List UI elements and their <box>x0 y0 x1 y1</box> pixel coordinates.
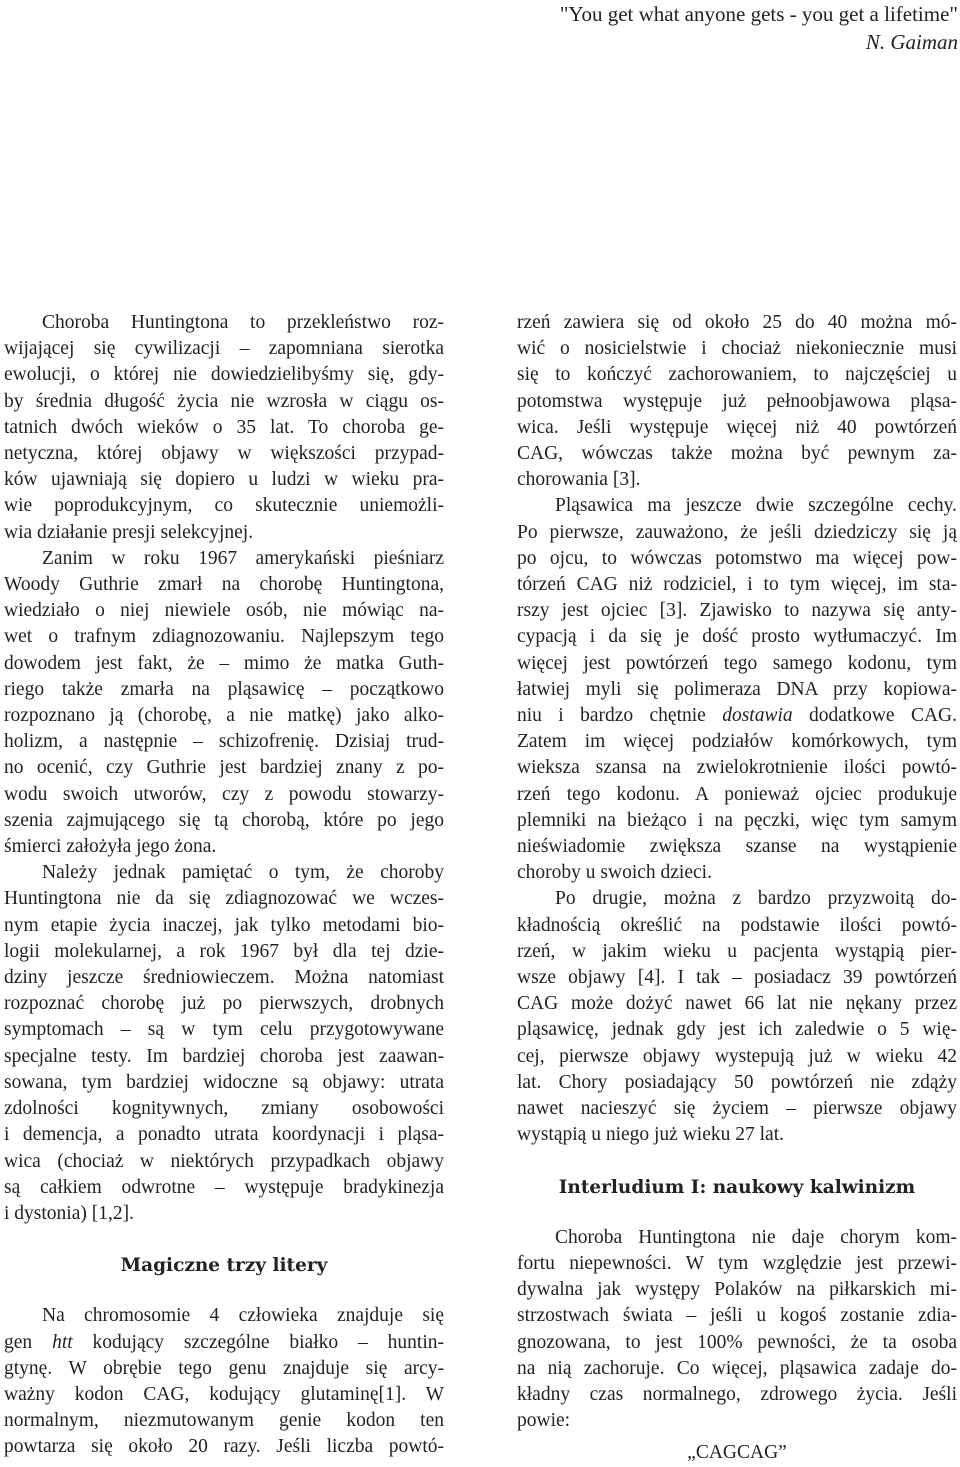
paragraph-anticipation <box>517 493 957 886</box>
text-line: Pląsawica ma jeszcze dwie szczególne cechy. <box>555 495 957 517</box>
text-line: wić o nosicielstwie i chociaż niekoniecznie musi <box>517 338 957 360</box>
text-line: choroby u swoich dzieci. <box>517 862 712 884</box>
text-line: wica. Jeśli występuje więcej niż 40 powtórzeń <box>517 416 957 438</box>
right-column <box>517 310 957 1467</box>
spacer <box>517 1149 957 1175</box>
text-line: Należy jednak pamiętać o tym, że choroby <box>42 862 444 884</box>
text-line: wsze objawy [4]. I tak – posiadacz 39 powtórzeń <box>517 967 957 989</box>
section-heading: Magiczne trzy litery <box>120 1255 328 1277</box>
text-line: więcej jest powtórzeń tego samego kodonu, tym <box>517 652 957 674</box>
text-line: rozpoznać chorobę już po pierwszych, drobnych <box>4 993 444 1015</box>
text-line: kładny czas normalnego, zdrowego życia. Jeśli <box>517 1383 957 1405</box>
text-line: Woody Guthrie zmarł na chorobę Huntingtona, <box>4 574 444 596</box>
text-line: gnozowana, to jest 100% pewności, że ta osoba <box>517 1331 957 1353</box>
epigraph-author: N. Gaiman <box>865 30 958 54</box>
text-line: wie poprodukcyjnym, co skutecznie uniemożli- <box>4 495 444 517</box>
text-line: rzeń, w jakim wieku u pacjenta wystąpią pier- <box>517 940 957 962</box>
text-line: rozpoznano ją (chorobę, a nie matkę) jako alko- <box>4 705 444 727</box>
text-line: wodu swoich utworów, czy z powodu stowarzy- <box>4 783 444 805</box>
text-line: wiedziało o niej niewiele osób, nie mówiąc na- <box>4 600 444 622</box>
paragraph-chromosome <box>4 1303 444 1460</box>
text-line: dywalna jak występy Polaków na piłkarskich mi- <box>517 1279 957 1301</box>
text-line: się to kończyć zachorowaniem, to najczęściej u <box>517 364 957 386</box>
text-line: ewolucji, o której nie dowiedzielibyśmy się, gdy- <box>4 364 444 386</box>
text-line: fortu niepewności. W tym względzie jest przewi- <box>517 1252 957 1274</box>
text-line: na nią zachoruje. Co więcej, pląsawica zadaje do- <box>517 1357 957 1379</box>
text-line: netyczna, której objawy w większości przypad- <box>4 443 444 465</box>
text-segment: kodujący szczególne białko – huntin- <box>72 1331 444 1353</box>
text-line: wica (chociaż w niektórych przypadkach objawy <box>4 1150 444 1172</box>
text-line: ważny kodon CAG, kodujący glutaminę[1]. W <box>4 1383 444 1405</box>
text-line: ków ujawniają się dopiero u ludzi w wieku pra- <box>4 469 444 491</box>
text-line: pląsawicę, jednak gdy jest ich zaledwie o 5 wię- <box>517 1019 957 1041</box>
text-line: Po pierwsze, zauważono, że jeśli dziedziczy się ją <box>517 521 957 543</box>
text-line: plemniki na bieżąco i na pęczki, więc tym samym <box>517 809 957 831</box>
text-line: po ojcu, to wówczas potomstwo ma więcej pow- <box>517 547 957 569</box>
text-line: Choroba Huntingtona nie daje chorym kom- <box>555 1226 957 1248</box>
text-line: wystąpią u niego już wieku 27 lat. <box>517 1124 784 1146</box>
quote-line: „CAGCAG” <box>687 1442 787 1464</box>
text-line: Na chromosomie 4 człowieka znajduje się <box>42 1305 444 1327</box>
paragraph-calvinism <box>517 1225 957 1435</box>
text-line: potomstwa występuje już pełnoobjawowa pląsa- <box>517 390 957 412</box>
text-segment: gen <box>4 1331 53 1353</box>
paragraph-intro <box>4 310 444 546</box>
text-line: CAG może dożyć nawet 66 lat nie nękany przez <box>517 993 957 1015</box>
text-line: są całkiem odwrotne – występuje bradykinezja <box>4 1176 444 1198</box>
text-line: specjalne testy. Im bardziej choroba jest zaawan- <box>4 1045 444 1067</box>
text-line: wia działanie presji selekcyjnej. <box>4 521 254 543</box>
text-line: śmierci założyła jego żona. <box>4 836 217 858</box>
text-line: szenia zajmującego się tą chorobą, które po jego <box>4 809 444 831</box>
text-line: zdolności kognitywnych, zmiany osobowości <box>4 1098 444 1120</box>
text-line: tatnich dwóch wieków o 35 lat. To choroba ge- <box>4 416 444 438</box>
text-line: Po drugie, można z bardzo przyzwoitą do- <box>555 888 957 910</box>
text-line <box>4 1330 444 1356</box>
text-line: powie: <box>517 1410 571 1432</box>
text-line: gtynę. W obrębie tego genu znajduje się arcy- <box>4 1357 444 1379</box>
section-heading: Interludium I: naukowy kalwinizm <box>558 1176 916 1198</box>
text-line: tórzeń CAG niż rodziciel, i to tym więcej, im sta- <box>517 574 957 596</box>
text-line: CAG, wówczas także można być pewnym za- <box>517 443 957 465</box>
text-line: logii molekularnej, a rok 1967 był dla tej dzie- <box>4 940 444 962</box>
gene-name: htt <box>52 1331 73 1353</box>
text-line: no ocenić, czy Guthrie jest bardziej znany z po- <box>4 757 444 779</box>
text-line: nawet nacieszyć się życiem – pierwsze objawy <box>517 1098 957 1120</box>
text-line: normalnym, niezmutowanym genie kodon ten <box>4 1410 444 1432</box>
spacer <box>4 1279 444 1303</box>
text-line: i demencja, a ponadto utrata koordynacji i pląsa- <box>4 1124 444 1146</box>
text-line: by średnia długość życia nie wzrosła w ciągu os- <box>4 390 444 412</box>
text-line: i dystonia) [1,2]. <box>4 1202 134 1224</box>
text-line: chorowania [3]. <box>517 469 641 491</box>
left-column <box>4 310 444 1461</box>
emphasis: dostawia <box>722 705 793 727</box>
text-line: Choroba Huntingtona to przekleństwo roz- <box>42 312 444 333</box>
paragraph-onset-age <box>517 886 957 1148</box>
text-line: cypacją i da się je dość prosto wytłumaczyć. Im <box>517 626 957 648</box>
paragraph-diagnosis <box>4 860 444 1227</box>
text-line: nym etapie życia inaczej, jak tylko metodami bio- <box>4 914 444 936</box>
text-line: strzostwach świata – jeśli u kogoś zostanie zdia- <box>517 1305 957 1327</box>
text-line: dowodem jest fakt, że – mimo że matka Guth- <box>4 652 444 674</box>
text-line: symptomach – są w tym celu przygotowywane <box>4 1019 444 1041</box>
paragraph-guthrie <box>4 546 444 860</box>
text-line: rszy jest ojciec [3]. Zjawisko to nazywa się anty- <box>517 600 957 622</box>
text-segment: niu i bardzo chętnie <box>517 705 723 727</box>
text-line: nieświadomie zwiększa szanse na wystąpienie <box>517 836 957 858</box>
paragraph-carrier <box>517 310 957 493</box>
text-line: dziny jeszcze średniowieczem. Można natomiast <box>4 967 444 989</box>
text-line: lat. Chory posiadający 50 powtórzeń nie zdąży <box>517 1071 957 1093</box>
text-line: riego także zmarła na pląsawicę – początkowo <box>4 678 444 700</box>
spacer <box>4 1227 444 1253</box>
text-line: kładnością określić na podstawie ilości powtó- <box>517 914 957 936</box>
text-line: wijającej się cywilizacji – zapomniana sierotka <box>4 338 444 360</box>
text-line: sowana, tym bardziej widoczne są objawy: utrata <box>4 1071 444 1093</box>
text-line: Huntingtona nie da się zdiagnozować we wczes- <box>4 888 444 910</box>
text-line: rzeń zawiera się od około 25 do 40 można mó- <box>517 312 957 333</box>
text-segment: dodatkowe CAG. <box>792 705 957 727</box>
text-line: rzeń tego kodonu. A ponieważ ojciec produkuje <box>517 783 957 805</box>
epigraph <box>560 0 958 56</box>
text-line <box>517 703 957 729</box>
text-line: Zanim w roku 1967 amerykański pieśniarz <box>42 547 444 569</box>
text-line: Zatem im więcej podziałów komórkowych, tym <box>517 731 957 753</box>
text-line: powtarza się około 20 razy. Jeśli liczba powtó- <box>4 1436 444 1458</box>
text-line: wieksza szansa na zwielokrotnienie ilości powtó- <box>517 757 957 779</box>
text-line: wet o trafnym zdiagnozowaniu. Najlepszym tego <box>4 626 444 648</box>
text-line: cej, pierwsze objawy wystepują już w wieku 42 <box>517 1045 957 1067</box>
spacer <box>517 1201 957 1225</box>
text-line: łatwiej myli się polimeraza DNA przy kopiowa- <box>517 678 957 700</box>
epigraph-quote: "You get what anyone gets - you get a lifetime" <box>559 2 958 26</box>
text-line: holizm, a następnie – schizofrenię. Dzisiaj trud- <box>4 731 444 753</box>
